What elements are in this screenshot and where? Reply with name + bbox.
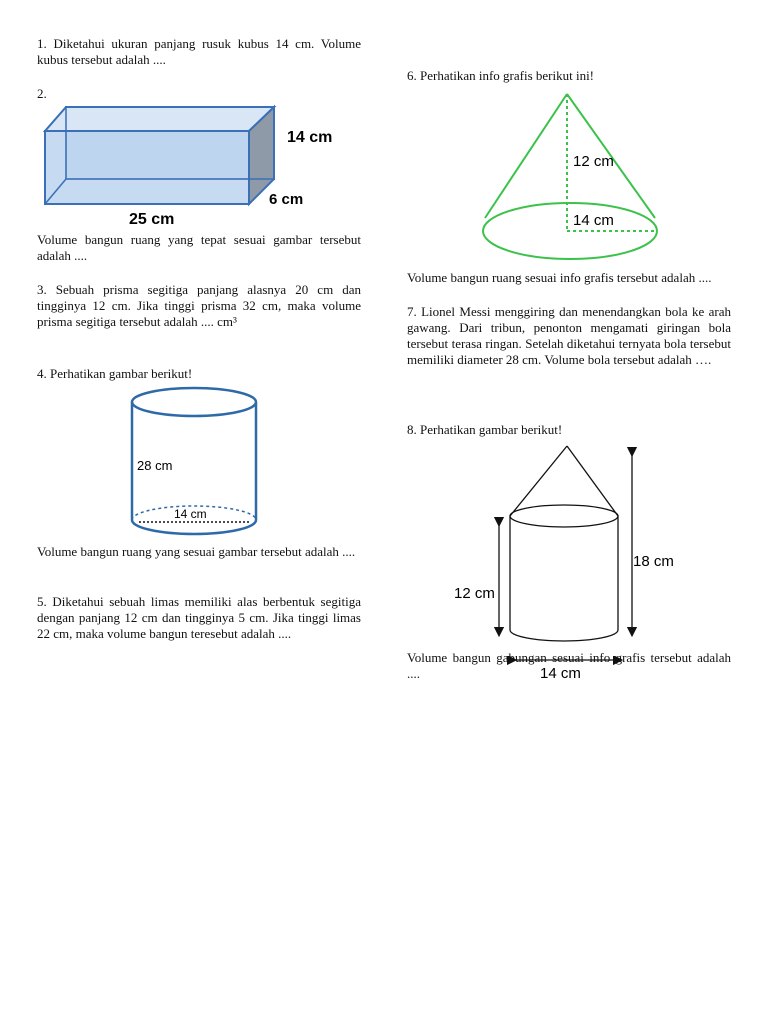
cylinder-figure <box>37 386 361 546</box>
question-3-text: 3. Sebuah prisma segitiga panjang alasnya 20 cm dan tingginya 12 cm. Jika tinggi prisma 32 cm, maka volume prisma segitiga tersebut adalah .... cm³ <box>37 282 361 329</box>
cone-height-label: 12 cm <box>573 153 614 170</box>
cylinder-bottom-front <box>132 520 256 534</box>
question-4-intro: 4. Perhatikan gambar berikut! <box>37 366 193 381</box>
cone-radius-label: 14 cm <box>573 212 614 229</box>
prism-width-label: 6 cm <box>269 191 304 208</box>
composite-diameter-label: 14 cm <box>540 665 581 682</box>
question-8-text: Volume bangun gabungan sesuai info grafis tersebut adalah .... <box>407 650 731 681</box>
composite-cylinder-top <box>510 505 618 527</box>
composite-total-height-label: 18 cm <box>633 553 674 570</box>
cylinder-top <box>132 388 256 416</box>
cone-on-cylinder-figure <box>407 438 731 656</box>
question-7-text: 7. Lionel Messi menggiring dan menendangkan bola ke arah gawang. Dari tribun, penonton mengamati giringan bola tersebut terasa ringan. Setelah diketahui ternyata bola tersebut memiliki diameter 28 cm. Volume bola tersebut adalah …. <box>407 304 731 367</box>
question-2-number: 2. <box>37 86 47 101</box>
question-8-intro: 8. Perhatikan gambar berikut! <box>407 422 563 437</box>
cone-figure <box>407 88 731 268</box>
cylinder-diameter-label: 14 cm <box>174 507 207 521</box>
rectangular-prism-figure <box>37 102 361 232</box>
question-4-text: Volume bangun ruang yang sesuai gambar tersebut adalah .... <box>37 544 356 559</box>
composite-cylinder-height-label: 12 cm <box>454 585 495 602</box>
composite-cylinder-bottom <box>510 630 618 641</box>
question-6-intro: 6. Perhatikan info grafis berikut ini! <box>407 68 595 83</box>
prism-front-face <box>45 131 249 204</box>
prism-height-label: 14 cm <box>287 129 333 146</box>
question-6-text: Volume bangun ruang sesuai info grafis tersebut adalah .... <box>407 270 712 285</box>
prism-length-label: 25 cm <box>129 211 175 228</box>
cylinder-height-label: 28 cm <box>137 458 173 473</box>
cone-side-left <box>485 94 567 218</box>
question-5-text: 5. Diketahui sebuah limas memiliki alas berbentuk segitiga dengan panjang 12 cm dan tingginya 5 cm. Jika tinggi limas 22 cm, maka volume bangun teresebut adalah .... <box>37 594 361 641</box>
question-2-text: Volume bangun ruang yang tepat sesuai gambar tersebut adalah .... <box>37 232 361 263</box>
question-1-text: 1. Diketahui ukuran panjang rusuk kubus 14 cm. Volume kubus tersebut adalah .... <box>37 36 361 67</box>
prism-top-face <box>45 107 274 131</box>
